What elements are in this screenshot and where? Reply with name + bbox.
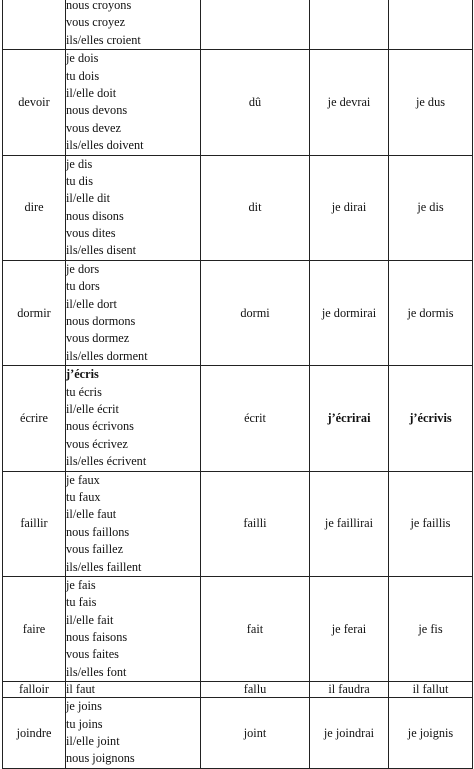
future-cell: il faudra [310,682,389,698]
future-cell: je faillirai [310,471,389,576]
present-form: ils/elles écrivent [66,454,147,469]
present-tense-cell [66,698,201,769]
present-form: vous écrivez [66,436,128,451]
present-form: tu dois [66,68,100,83]
future-cell: je dirai [310,155,389,260]
table-row [3,366,473,471]
present-form: il/elle dort [66,296,117,311]
present-tense-cell [66,576,201,681]
present-tense-cell [66,682,201,698]
present-form: vous faillez [66,542,124,557]
present-form: il/elle joint [66,734,120,749]
future-cell: je joindrai [310,698,389,769]
table-row [3,576,473,681]
past-participle-cell: dit [201,155,310,260]
infinitive-cell: dormir [3,260,66,365]
present-form: il/elle doit [66,85,117,100]
present-form: nous devons [66,103,128,118]
future-cell: je ferai [310,576,389,681]
table-row [3,155,473,260]
present-form: je dors [66,261,100,276]
present-form: tu dis [66,173,93,188]
present-form: vous faites [66,647,119,662]
present-form: tu joins [66,716,103,731]
present-tense-cell [66,366,201,471]
past-participle-cell [201,0,310,50]
table-row [3,50,473,155]
future-cell: je dormirai [310,260,389,365]
present-form: vous croyez [66,15,126,30]
infinitive-cell [3,0,66,50]
present-form: ils/elles font [66,664,127,679]
present-form: vous dites [66,226,116,241]
present-form: tu écris [66,384,102,399]
present-form: ils/elles faillent [66,559,142,574]
table-row [3,682,473,698]
present-form: nous faisons [66,630,128,645]
present-form: nous dormons [66,314,136,329]
infinitive-cell: dire [3,155,66,260]
present-form: ils/elles croient [66,32,141,47]
present-form: nous écrivons [66,419,134,434]
present-tense-cell [66,471,201,576]
infinitive-cell: faillir [3,471,66,576]
present-tense-cell [66,50,201,155]
present-form: ils/elles doivent [66,138,144,153]
past-participle-cell: fait [201,576,310,681]
present-tense-cell [66,0,201,50]
present-form: ils/elles dorment [66,348,148,363]
past-participle-cell: failli [201,471,310,576]
past-participle-cell: fallu [201,682,310,698]
present-form: je faux [66,472,100,487]
table-row [3,0,473,50]
present-form: tu dors [66,279,100,294]
present-form: je joins [66,699,102,714]
present-form: tu fais [66,595,97,610]
present-form: vous dormez [66,331,130,346]
present-form: je dis [66,156,93,171]
present-form: il/elle fait [66,612,114,627]
infinitive-cell: faire [3,576,66,681]
present-form: je dois [66,51,99,66]
present-tense-cell [66,260,201,365]
infinitive-cell: écrire [3,366,66,471]
conjugation-table [2,0,473,769]
passe-simple-cell: je dis [389,155,473,260]
past-participle-cell: dormi [201,260,310,365]
passe-simple-cell: il fallut [389,682,473,698]
table-row [3,698,473,769]
present-form: je fais [66,577,96,592]
past-participle-cell: dû [201,50,310,155]
passe-simple-cell: je faillis [389,471,473,576]
table-row [3,471,473,576]
infinitive-cell: falloir [3,682,66,698]
passe-simple-cell: j’écrivis [389,366,473,471]
future-cell: je devrai [310,50,389,155]
present-form: ils/elles disent [66,243,137,258]
past-participle-cell: joint [201,698,310,769]
present-form: il/elle dit [66,191,111,206]
passe-simple-cell: je dus [389,50,473,155]
future-cell [310,0,389,50]
passe-simple-cell: je fis [389,576,473,681]
present-form: il/elle écrit [66,401,119,416]
present-form: vous devez [66,120,121,135]
present-form: nous croyons [66,0,132,12]
passe-simple-cell: je joignis [389,698,473,769]
table-row [3,260,473,365]
present-form: nous faillons [66,524,130,539]
passe-simple-cell [389,0,473,50]
future-cell: j’écrirai [310,366,389,471]
present-form: il faut [66,682,96,697]
infinitive-cell: devoir [3,50,66,155]
present-form: il/elle faut [66,507,117,522]
passe-simple-cell: je dormis [389,260,473,365]
infinitive-cell: joindre [3,698,66,769]
present-form: nous joignons [66,751,135,766]
past-participle-cell: écrit [201,366,310,471]
present-form: j’écris [66,367,99,382]
present-tense-cell [66,155,201,260]
present-form: tu faux [66,489,101,504]
present-form: nous disons [66,208,124,223]
